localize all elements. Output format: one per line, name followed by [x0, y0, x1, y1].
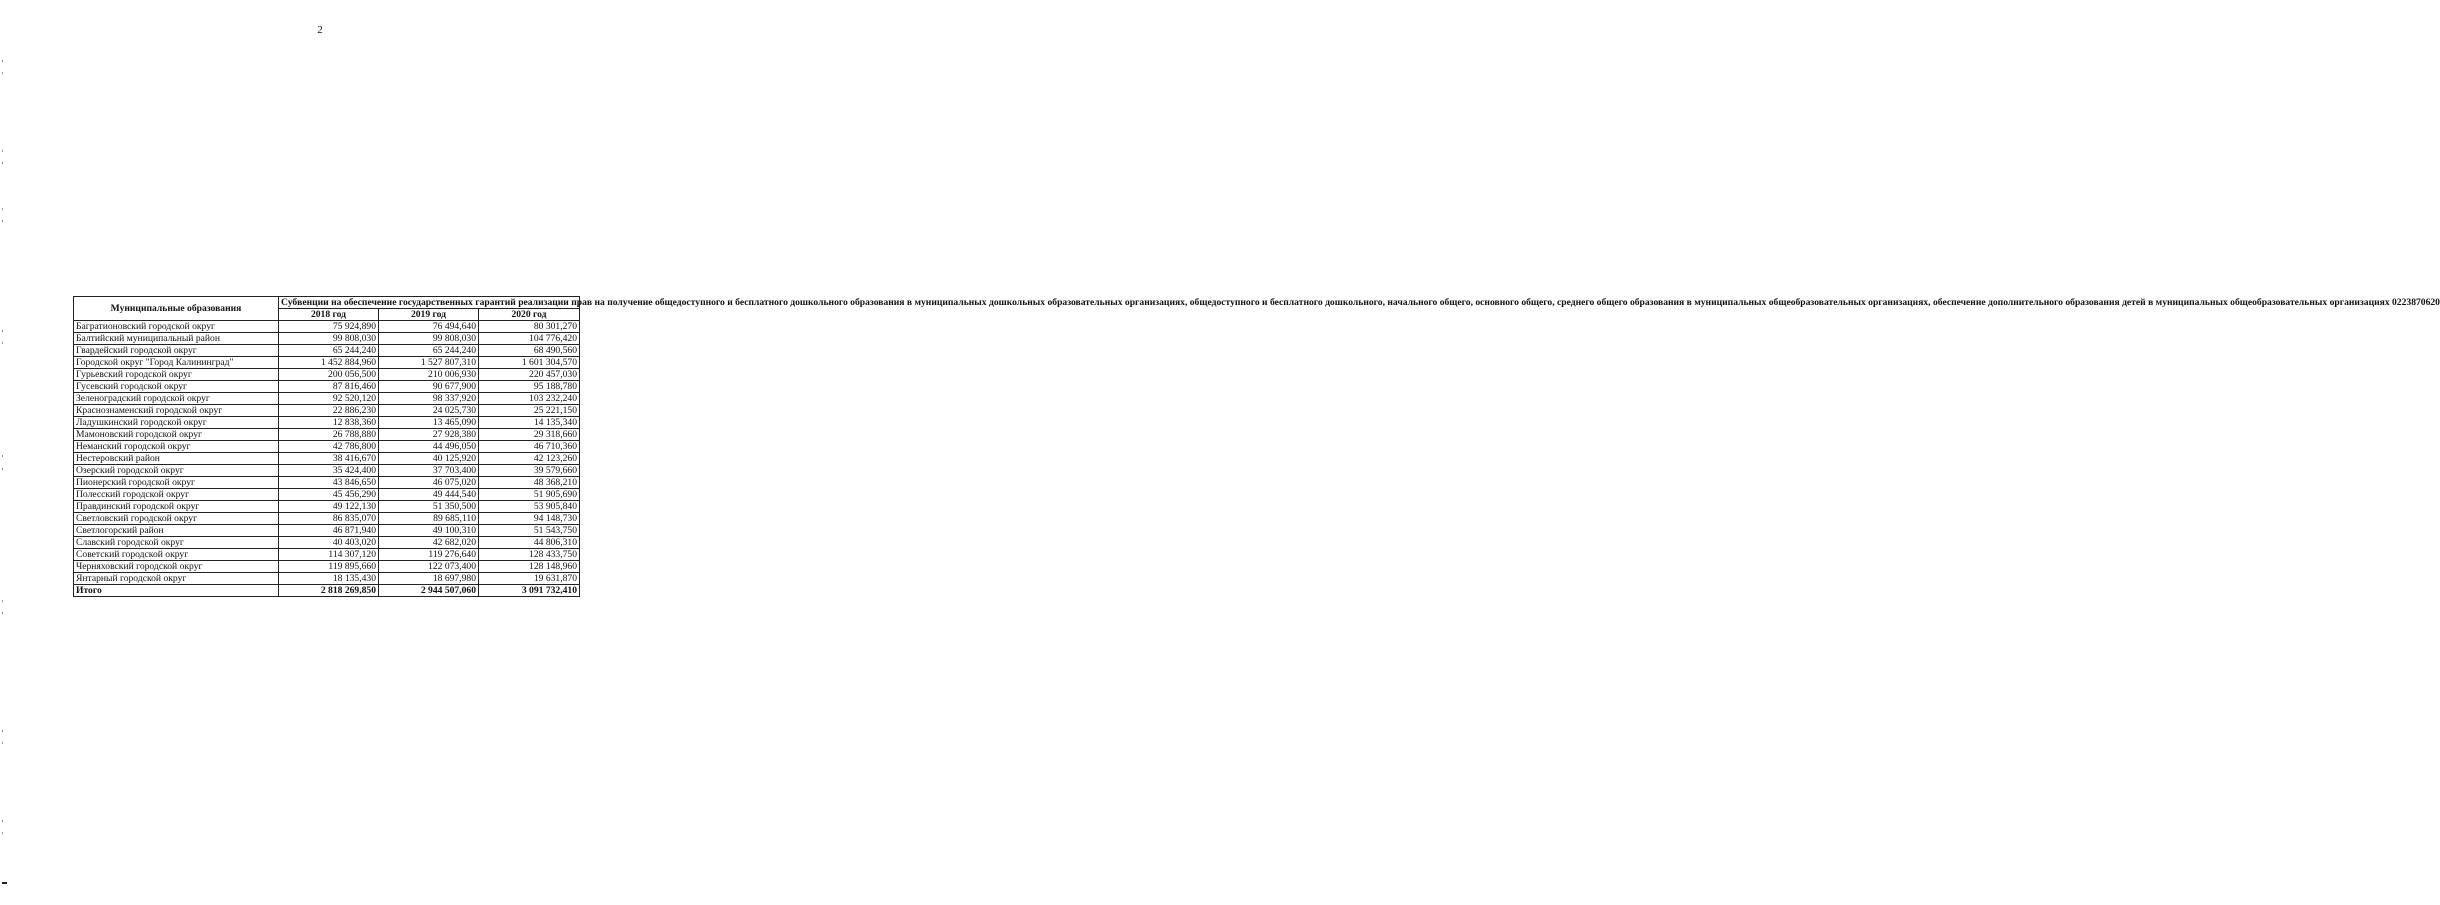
value-2018: 86 835,070	[279, 513, 379, 525]
table-row	[74, 333, 580, 345]
municipality-name: Советский городской округ	[74, 549, 279, 561]
value-2020: 51 905,690	[479, 489, 580, 501]
value-2018: 49 122,130	[279, 501, 379, 513]
table-row	[74, 465, 580, 477]
value-2019: 46 075,020	[379, 477, 479, 489]
value-2019: 51 350,500	[379, 501, 479, 513]
municipality-name: Зеленоградский городской округ	[74, 393, 279, 405]
column-header-subvention-title: Субвенции на обеспечение государственных гарантий реализации прав на получение общедоступного и бесплатного дошкольного образования в муниципальных дошкольных образовательных организациях, общедоступного и бесплатного дошкольного, начального общего, основного общего, среднего общего образования в муниципальных общеобразовательных организациях, обеспечение дополнительного образования детей в муниципальных общеобразовательных организациях 0223870620	[279, 297, 580, 309]
value-2018: 18 135,430	[279, 573, 379, 585]
value-2018: 119 895,660	[279, 561, 379, 573]
value-2020: 95 188,780	[479, 381, 580, 393]
table-row	[74, 441, 580, 453]
value-2020: 42 123,260	[479, 453, 580, 465]
table-row	[74, 417, 580, 429]
municipality-name: Городской округ "Город Калининград"	[74, 357, 279, 369]
value-2019: 18 697,980	[379, 573, 479, 585]
value-2020: 48 368,210	[479, 477, 580, 489]
value-2020: 80 301,270	[479, 321, 580, 333]
value-2019: 13 465,090	[379, 417, 479, 429]
value-2019: 90 677,900	[379, 381, 479, 393]
table-row	[74, 549, 580, 561]
municipality-name: Нестеровский район	[74, 453, 279, 465]
value-2019: 27 928,380	[379, 429, 479, 441]
table-row	[74, 321, 580, 333]
value-2020: 1 601 304,570	[479, 357, 580, 369]
value-2019: 210 006,930	[379, 369, 479, 381]
value-2018: 26 788,880	[279, 429, 379, 441]
value-2020: 128 433,750	[479, 549, 580, 561]
value-2020: 53 905,840	[479, 501, 580, 513]
value-2019: 1 527 807,310	[379, 357, 479, 369]
value-2020: 25 221,150	[479, 405, 580, 417]
municipality-name: Краснознаменский городской округ	[74, 405, 279, 417]
value-2018: 65 244,240	[279, 345, 379, 357]
total-2018: 2 818 269,850	[279, 585, 379, 597]
municipality-name: Багратионовский городской округ	[74, 321, 279, 333]
value-2018: 12 838,360	[279, 417, 379, 429]
value-2019: 44 496,050	[379, 441, 479, 453]
column-header-2018: 2018 год	[279, 309, 379, 321]
value-2019: 98 337,920	[379, 393, 479, 405]
value-2020: 51 543,750	[479, 525, 580, 537]
total-row	[74, 585, 580, 597]
municipality-name: Светлогорский район	[74, 525, 279, 537]
municipality-name: Неманский городской округ	[74, 441, 279, 453]
column-header-municipal: Муниципальные образования	[74, 297, 279, 321]
value-2018: 46 871,940	[279, 525, 379, 537]
table-row	[74, 429, 580, 441]
table-row	[74, 489, 580, 501]
table-row	[74, 357, 580, 369]
value-2018: 22 886,230	[279, 405, 379, 417]
municipality-name: Славский городской округ	[74, 537, 279, 549]
value-2020: 39 579,660	[479, 465, 580, 477]
value-2020: 68 490,560	[479, 345, 580, 357]
value-2019: 49 444,540	[379, 489, 479, 501]
value-2019: 37 703,400	[379, 465, 479, 477]
municipality-name: Гвардейский городской округ	[74, 345, 279, 357]
value-2020: 14 135,340	[479, 417, 580, 429]
table-row	[74, 513, 580, 525]
value-2020: 19 631,870	[479, 573, 580, 585]
total-2019: 2 944 507,060	[379, 585, 479, 597]
value-2018: 1 452 884,960	[279, 357, 379, 369]
value-2018: 38 416,670	[279, 453, 379, 465]
municipality-name: Балтийский муниципальный район	[74, 333, 279, 345]
municipality-name: Озерский городской округ	[74, 465, 279, 477]
value-2020: 46 710,360	[479, 441, 580, 453]
value-2020: 104 776,420	[479, 333, 580, 345]
table-row	[74, 345, 580, 357]
value-2020: 220 457,030	[479, 369, 580, 381]
municipality-name: Гурьевский городской округ	[74, 369, 279, 381]
value-2019: 99 808,030	[379, 333, 479, 345]
table-row	[74, 501, 580, 513]
total-2020: 3 091 732,410	[479, 585, 580, 597]
value-2018: 114 307,120	[279, 549, 379, 561]
value-2018: 40 403,020	[279, 537, 379, 549]
value-2019: 40 125,920	[379, 453, 479, 465]
municipality-name: Черняховский городской округ	[74, 561, 279, 573]
scan-edge-marks	[0, 0, 6, 905]
table-row	[74, 573, 580, 585]
table-row	[74, 525, 580, 537]
value-2019: 42 682,020	[379, 537, 479, 549]
value-2020: 44 806,310	[479, 537, 580, 549]
table-row	[74, 381, 580, 393]
value-2019: 24 025,730	[379, 405, 479, 417]
value-2019: 89 685,110	[379, 513, 479, 525]
value-2019: 65 244,240	[379, 345, 479, 357]
value-2019: 119 276,640	[379, 549, 479, 561]
table-head	[74, 296, 2440, 321]
value-2020: 94 148,730	[479, 513, 580, 525]
header-row	[74, 297, 580, 309]
value-2018: 35 424,400	[279, 465, 379, 477]
table-row	[74, 369, 580, 381]
value-2020: 128 148,960	[479, 561, 580, 573]
value-2018: 87 816,460	[279, 381, 379, 393]
value-2018: 43 846,650	[279, 477, 379, 489]
municipality-name: Гусевский городской округ	[74, 381, 279, 393]
value-2020: 29 318,660	[479, 429, 580, 441]
value-2018: 99 808,030	[279, 333, 379, 345]
table-row	[74, 561, 580, 573]
value-2019: 76 494,640	[379, 321, 479, 333]
value-2018: 92 520,120	[279, 393, 379, 405]
table-row	[74, 453, 580, 465]
value-2018: 75 924,890	[279, 321, 379, 333]
municipality-name: Мамоновский городской округ	[74, 429, 279, 441]
value-2018: 200 056,500	[279, 369, 379, 381]
column-header-2020: 2020 год	[479, 309, 580, 321]
value-2018: 42 786,800	[279, 441, 379, 453]
value-2019: 49 100,310	[379, 525, 479, 537]
value-2019: 122 073,400	[379, 561, 479, 573]
value-2020: 103 232,240	[479, 393, 580, 405]
municipality-name: Ладушкинский городской округ	[74, 417, 279, 429]
municipality-name: Пионерский городской округ	[74, 477, 279, 489]
municipality-name: Правдинский городской округ	[74, 501, 279, 513]
municipality-name: Светловский городской округ	[74, 513, 279, 525]
total-label: Итого	[74, 585, 279, 597]
table-row	[74, 405, 580, 417]
table-row	[74, 537, 580, 549]
page-number: 2	[317, 24, 323, 36]
subvention-table	[73, 296, 2440, 597]
municipality-name: Янтарный городской округ	[74, 573, 279, 585]
table-row	[74, 477, 580, 489]
table-row	[74, 393, 580, 405]
value-2018: 45 456,290	[279, 489, 379, 501]
municipality-name: Полесский городской округ	[74, 489, 279, 501]
table-body	[74, 321, 580, 597]
column-header-2019: 2019 год	[379, 309, 479, 321]
